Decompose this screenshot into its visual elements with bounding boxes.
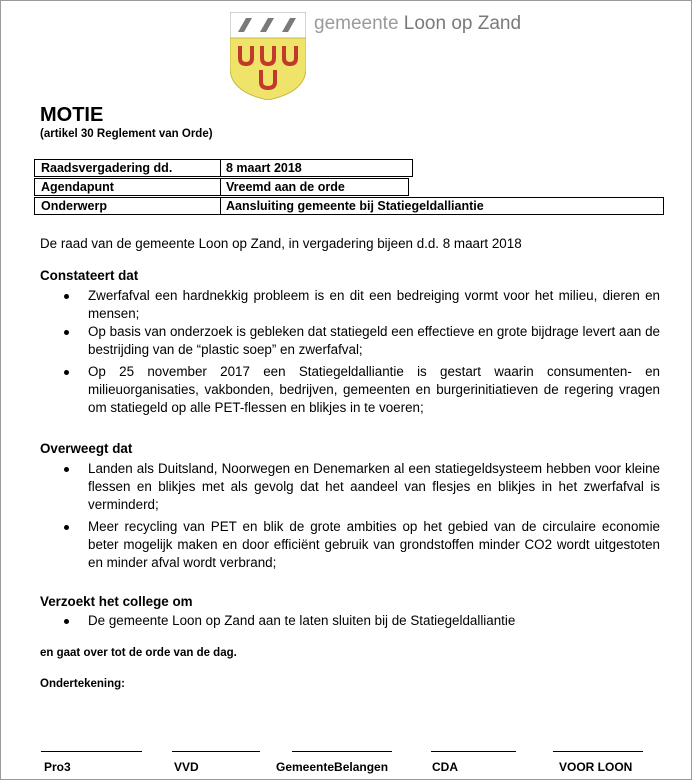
- list-item: [40, 460, 660, 518]
- bullet-icon: [64, 330, 69, 335]
- signature-line: [41, 751, 142, 752]
- list-item-text: Landen als Duitsland, Noorwegen en Denemarken al een statiegeldsysteem hebben voor kleine flessen en blikjes met als gevolg dat het aandeel van flesjes en blikjes in het zwerfafval is verminderd;: [88, 461, 660, 512]
- bullet-icon: [64, 370, 69, 375]
- doc-title: MOTIE: [40, 104, 104, 126]
- signature-line: [553, 751, 643, 752]
- info-value: Aansluiting gemeente bij Statiegeldalliantie: [226, 199, 484, 213]
- list-item-text: De gemeente Loon op Zand aan te laten sluiten bij de Statiegeldalliantie: [88, 613, 516, 628]
- org-name-dark: Loon op Zand: [403, 13, 522, 34]
- list-item-text: Zwerfafval een hardnekkig probleem is en dit een bedreiging vormt voor het milieu, dieren en mensen;: [88, 288, 660, 321]
- org-name: [314, 13, 521, 35]
- section-heading-overweegt: Overweegt dat: [40, 441, 133, 456]
- signature-line: [292, 751, 392, 752]
- section-heading-verzoekt: Verzoekt het college om: [40, 594, 193, 609]
- bullet-icon: [64, 525, 69, 530]
- signature-label: Ondertekening:: [40, 678, 125, 690]
- signatory-name: GemeenteBelangen: [276, 760, 389, 774]
- section-heading-constateert: Constateert dat: [40, 268, 139, 283]
- bullet-icon: [64, 619, 69, 624]
- list-verzoekt: [40, 612, 660, 630]
- list-item: [40, 323, 660, 363]
- info-separator: [220, 159, 221, 177]
- intro-text: De raad van de gemeente Loon op Zand, in vergadering bijeen d.d. 8 maart 2018: [40, 236, 522, 251]
- list-item-text: Op 25 november 2017 een Statiegeldalliantie is gestart waarin consumenten- en milieuorganisaties, vakbonden, bedrijven, gemeenten en burgerinitiatieven de regering vragen om statiegeld op alle PET-flessen en blikjes in te voeren;: [88, 364, 660, 415]
- list-item: [40, 363, 660, 417]
- info-label: Onderwerp: [41, 199, 107, 213]
- signature-line: [431, 751, 516, 752]
- info-value: Vreemd aan de orde: [226, 180, 345, 194]
- list-overweegt: [40, 460, 660, 572]
- org-name-light: gemeente: [314, 13, 399, 34]
- municipality-logo: [230, 12, 306, 100]
- closing-text: en gaat over tot de orde van de dag.: [40, 647, 237, 659]
- info-separator: [220, 178, 221, 196]
- doc-subtitle: (artikel 30 Reglement van Orde): [40, 128, 213, 140]
- info-separator: [220, 197, 221, 215]
- info-value: 8 maart 2018: [226, 161, 302, 175]
- list-item-text: Meer recycling van PET en blik de grote ambities op het gebied van de circulaire economie beter mogelijk maken en door efficiënt gebruik van grondstoffen minder CO2 wordt uitgestoten en minder afval wordt verbrand;: [88, 519, 660, 570]
- signatory-name: VVD: [174, 760, 199, 774]
- list-item: [40, 287, 660, 323]
- info-row-agenda: [34, 178, 409, 196]
- info-row-subject: [34, 197, 664, 215]
- info-row-meeting: [34, 159, 413, 177]
- signature-line: [172, 751, 260, 752]
- info-label: Raadsvergadering dd.: [41, 161, 173, 175]
- signatory-name: CDA: [432, 760, 458, 774]
- list-item-text: Op basis van onderzoek is gebleken dat statiegeld een effectieve en grote bijdrage levert aan de bestrijding van de “plastic soep” en zwerfafval;: [88, 324, 660, 357]
- info-label: Agendapunt: [41, 180, 114, 194]
- signatory-name: VOOR LOON: [559, 760, 633, 774]
- bullet-icon: [64, 294, 69, 299]
- signatory-name: Pro3: [44, 760, 71, 774]
- list-item: [40, 518, 660, 572]
- list-constateert: [40, 287, 660, 417]
- list-item: [40, 612, 660, 630]
- bullet-icon: [64, 467, 69, 472]
